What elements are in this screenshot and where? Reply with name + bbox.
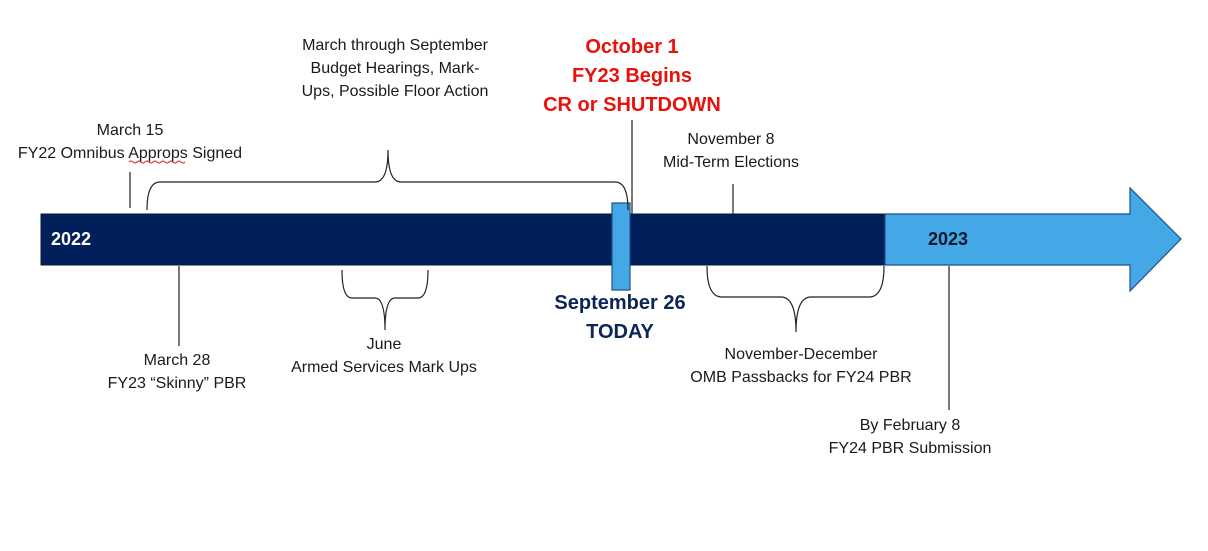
event-desc: Budget Hearings, Mark- <box>310 60 480 77</box>
event-nov-dec <box>661 343 941 389</box>
event-today <box>520 289 720 347</box>
event-march15 <box>0 119 260 165</box>
today-marker <box>612 203 630 290</box>
event-date: March through September <box>302 37 488 54</box>
year-label-end: 2023 <box>928 229 969 249</box>
event-june <box>274 333 494 379</box>
brace-nov-dec <box>707 266 884 332</box>
event-date: March 28 <box>143 352 211 369</box>
event-date: November 8 <box>687 131 775 148</box>
event-mar-sep <box>265 34 525 103</box>
event-date: By February 8 <box>859 417 961 434</box>
year-label-start: 2022 <box>51 229 92 249</box>
event-desc: Ups, Possible Floor Action <box>301 83 489 100</box>
event-march28 <box>77 349 277 395</box>
event-date: March 15 <box>96 122 164 139</box>
event-oct1 <box>512 33 752 120</box>
event-date: September 26 <box>554 292 686 314</box>
event-desc: Armed Services Mark Ups <box>291 359 477 376</box>
event-date: November-December <box>724 346 878 363</box>
event-desc: Mid-Term Elections <box>662 154 800 171</box>
event-desc: FY23 Begins <box>571 65 693 87</box>
event-desc: CR or SHUTDOWN <box>543 94 721 116</box>
event-desc: FY24 PBR Submission <box>828 440 992 457</box>
event-desc: TODAY <box>586 321 654 343</box>
event-desc: FY22 Omnibus Approps Signed <box>17 145 243 162</box>
event-nov8 <box>631 128 831 174</box>
event-date: October 1 <box>585 36 679 58</box>
event-desc: FY23 “Skinny” PBR <box>107 375 247 392</box>
event-date: June <box>366 336 402 353</box>
timeline-bar-2022 <box>41 214 885 265</box>
event-feb8 <box>795 414 1025 460</box>
brace-june <box>342 270 428 330</box>
event-desc: OMB Passbacks for FY24 PBR <box>690 369 912 386</box>
